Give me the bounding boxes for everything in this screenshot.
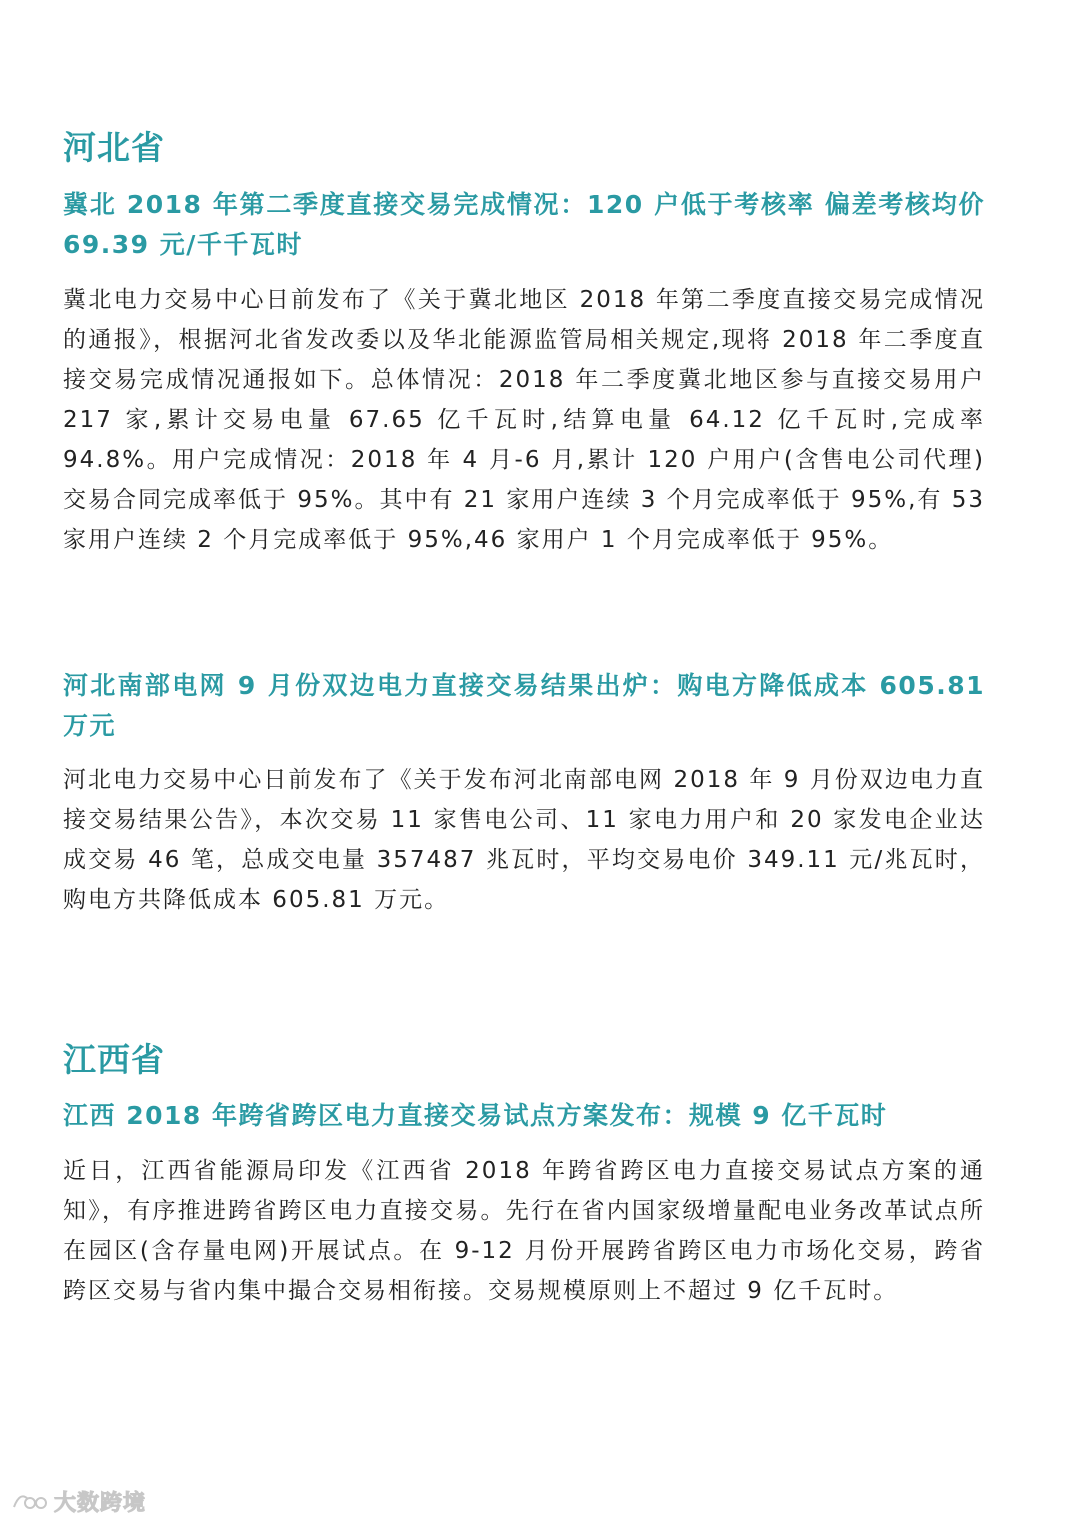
article-headline-jibei: 冀北 2018 年第二季度直接交易完成情况：120 户低于考核率 偏差考核均价 69.39 元/千千瓦时 bbox=[63, 190, 985, 259]
article-body-hebei-south: 河北电力交易中心日前发布了《关于发布河北南部电网 2018 年 9 月份双边电力直接交易结果公告》，本次交易 11 家售电公司、11 家电力用户和 20 家发电企业达成交易 46 笔，总成交电量 357487 兆瓦时，平均交易电价 349.11 元/兆瓦时，购电方共降低成本 605.81 万元。 bbox=[63, 767, 985, 913]
article-body-jibei: 冀北电力交易中心日前发布了《关于冀北地区 2018 年第二季度直接交易完成情况的通报》，根据河北省发改委以及华北能源监管局相关规定,现将 2018 年二季度直接交易完成情况通报如下。总体情况：2018 年二季度冀北地区参与直接交易用户 217 家,累计交易电量 67.65 亿千瓦时,结算电量 64.12 亿千瓦时,完成率 94.8%。用户完成情况：2018 年 4 月-6 月,累计 120 户用户(含售电公司代理)交易合同完成率低于 95%。其中有 21 家用户连续 3 个月完成率低于 95%,有 53 家用户连续 2 个月完成率低于 95%,46 家用户 1 个月完成率低于 95%。 bbox=[63, 287, 985, 553]
watermark-text: 大数跨境 bbox=[54, 1490, 147, 1516]
watermark bbox=[10, 1487, 146, 1515]
province-heading-jiangxi: 江西省 bbox=[63, 1040, 165, 1079]
province-heading-hebei: 河北省 bbox=[63, 128, 165, 167]
article-headline-hebei-south: 河北南部电网 9 月份双边电力直接交易结果出炉：购电方降低成本 605.81 万元 bbox=[63, 671, 985, 740]
watermark-logo-icon bbox=[10, 1489, 50, 1513]
article-headline-jiangxi: 江西 2018 年跨省跨区电力直接交易试点方案发布：规模 9 亿千瓦时 bbox=[63, 1101, 888, 1130]
article-body-jiangxi: 近日，江西省能源局印发《江西省 2018 年跨省跨区电力直接交易试点方案的通知》，有序推进跨省跨区电力直接交易。先行在省内国家级增量配电业务改革试点所在园区(含存量电网)开展试点。在 9-12 月份开展跨省跨区电力市场化交易，跨省跨区交易与省内集中撮合交易相衔接。交易规模原则上不超过 9 亿千瓦时。 bbox=[63, 1158, 985, 1304]
